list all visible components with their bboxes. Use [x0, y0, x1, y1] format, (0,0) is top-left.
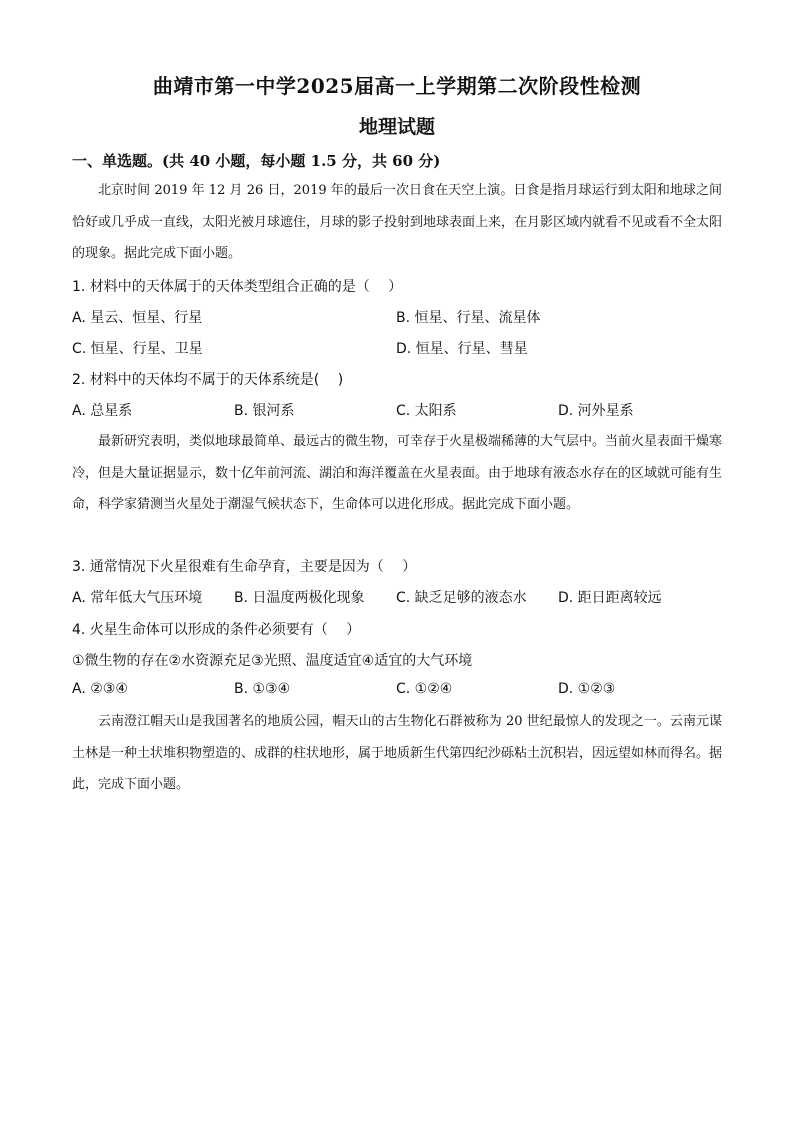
exam-title: 曲靖市第一中学2025届高一上学期第二次阶段性检测	[152, 74, 642, 98]
question-1-stem: 1. 材料中的天体属于的天体类型组合正确的是（ ）	[72, 279, 403, 295]
question-2-stem: 2. 材料中的天体均不属于的天体系统是( )	[72, 372, 344, 388]
passage-mars: 最新研究表明，类似地球最简单、最远古的微生物，可幸存于火星极端稀薄的大气层中。当前火星表面干燥寒冷，但是大量证据显示，数十亿年前河流、湖泊和海洋覆盖在火星表面。由于地球有液态水存在的区域就可能有生命，科学家猜测当火星处于潮湿气候状态下，生命体可以进化形成。据此完成下面小题。	[72, 434, 723, 512]
question-1-option-c: C. 恒星、行星、卫星	[72, 341, 203, 357]
question-3-option-a: A. 常年低大气压环境	[72, 590, 203, 606]
question-2-option-b: B. 银河系	[234, 403, 295, 419]
passage-eclipse: 北京时间 2019 年 12 月 26 日，2019 年的最后一次日食在天空上演。日食是指月球运行到太阳和地球之间恰好或几乎成一直线，太阳光被月球遮住，月球的影子投射到地球表面上来，在月影区域内就看不见或看不全太阳的现象。据此完成下面小题。	[72, 183, 723, 261]
passage-yunnan: 云南澄江帽天山是我国著名的地质公园，帽天山的古生物化石群被称为 20 世纪最惊人的发现之一。云南元谋土林是一种土状堆积物塑造的、成群的柱状地形，属于地质新生代第四纪沙砾粘土沉积岩，因远望如林而得名。据此，完成下面小题。	[72, 714, 723, 792]
question-2-option-c: C. 太阳系	[396, 403, 457, 419]
question-3-option-d: D. 距日距离较远	[558, 590, 662, 606]
question-4-option-d: D. ①②③	[558, 681, 616, 697]
question-4-conditions: ①微生物的存在②水资源充足③光照、温度适宜④适宜的大气环境	[72, 653, 473, 669]
question-2-option-d: D. 河外星系	[558, 403, 634, 419]
exam-subject: 地理试题	[358, 116, 435, 138]
question-1-option-b: B. 恒星、行星、流星体	[396, 310, 541, 326]
question-4-stem: 4. 火星生命体可以形成的条件必须要有（ ）	[72, 622, 361, 638]
section-heading: 一、单选题。(共 40 小题，每小题 1.5 分，共 60 分)	[72, 152, 441, 170]
question-2-option-a: A. 总星系	[72, 403, 133, 419]
question-3-stem: 3. 通常情况下火星很难有生命孕育，主要是因为（ ）	[72, 559, 417, 575]
question-3-option-b: B. 日温度两极化现象	[234, 590, 365, 606]
question-4-option-b: B. ①③④	[234, 681, 291, 697]
question-3-option-c: C. 缺乏足够的液态水	[396, 590, 527, 606]
question-4-option-c: C. ①②④	[396, 681, 453, 697]
question-1-option-a: A. 星云、恒星、行星	[72, 310, 203, 326]
question-1-option-d: D. 恒星、行星、彗星	[396, 341, 528, 357]
question-4-option-a: A. ②③④	[72, 681, 128, 697]
